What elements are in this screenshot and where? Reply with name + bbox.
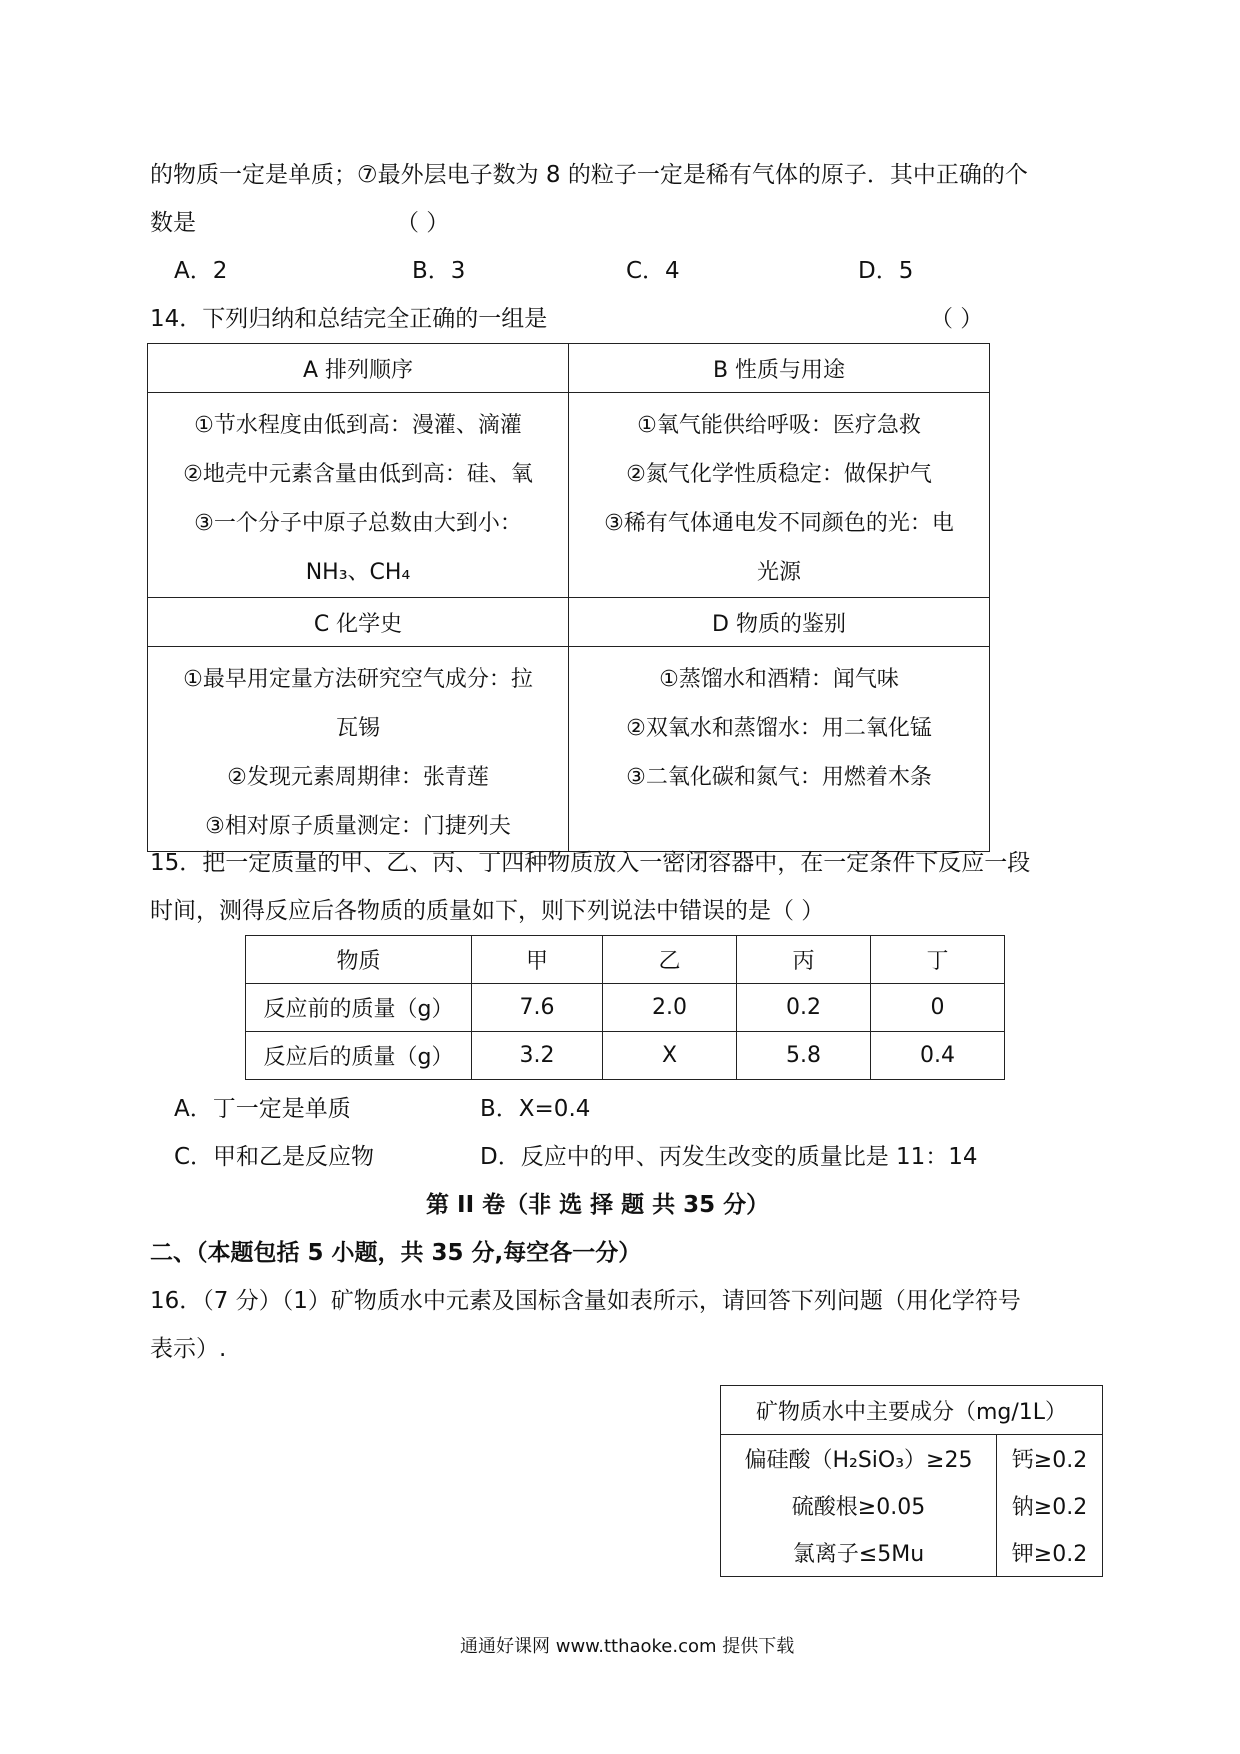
- q16-mineral-table: [720, 1385, 1103, 1577]
- q15-cell: 反应后的质量（g）: [246, 1032, 472, 1080]
- q13-option-d: D．5: [858, 258, 914, 284]
- q14-d-header: D 物质的鉴别: [569, 598, 990, 647]
- q13-line2: 数是: [150, 210, 196, 236]
- q15-header-cell: 物质: [246, 936, 472, 984]
- q15-cell: 反应前的质量（g）: [246, 984, 472, 1032]
- q16-cell: 钾≥0.2: [997, 1529, 1103, 1577]
- q15-table: [245, 935, 1005, 1080]
- q14-d-item: ①蒸馏水和酒精：闻气味: [659, 667, 899, 692]
- q14-d-cell: [569, 647, 990, 852]
- q15-header-cell: 乙: [603, 936, 737, 984]
- q13-option-c: C．4: [626, 258, 680, 284]
- q15-option-a: A．丁一定是单质: [174, 1096, 351, 1122]
- q14-b-header: B 性质与用途: [569, 344, 990, 393]
- q14-a-header: A 排列顺序: [148, 344, 569, 393]
- q16-stem-line2: 表示）.: [150, 1336, 227, 1362]
- q14-a-item: NH₃、CH₄: [305, 560, 411, 585]
- q16-cell: 氯离子≤5Mu: [721, 1529, 997, 1577]
- q14-a-item: ③一个分子中原子总数由大到小：: [194, 511, 522, 536]
- q16-table-title: 矿物质水中主要成分（mg/1L）: [721, 1386, 1103, 1435]
- q14-a-cell: [148, 393, 569, 598]
- q15-stem-line2: 时间，测得反应后各物质的质量如下，则下列说法中错误的是（ ）: [150, 898, 825, 924]
- q14-d-item: ②双氧水和蒸馏水：用二氧化锰: [626, 716, 932, 741]
- q14-b-cell: [569, 393, 990, 598]
- q14-b-item: 光源: [756, 560, 801, 585]
- q14-a-item: ①节水程度由低到高：漫灌、滴灌: [194, 413, 522, 438]
- q15-option-c: C．甲和乙是反应物: [174, 1144, 375, 1170]
- q14-c-item: ①最早用定量方法研究空气成分：拉: [183, 667, 533, 692]
- q16-cell: 偏硅酸（H₂SiO₃）≥25: [721, 1435, 997, 1483]
- q14-c-cell: [148, 647, 569, 852]
- q15-cell: X: [603, 1032, 737, 1080]
- q15-stem-line1: 15．把一定质量的甲、乙、丙、丁四种物质放入一密闭容器中，在一定条件下反应一段: [150, 850, 1031, 876]
- q14-stem: 14．下列归纳和总结完全正确的一组是: [150, 306, 548, 332]
- q16-cell: 钠≥0.2: [997, 1482, 1103, 1529]
- q15-option-d: D．反应中的甲、丙发生改变的质量比是 11：14: [480, 1144, 978, 1170]
- q14-c-item: 瓦锡: [335, 716, 380, 741]
- q14-c-header: C 化学史: [148, 598, 569, 647]
- section2-title: 第 II 卷（非 选 择 题 共 35 分）: [426, 1192, 770, 1218]
- q13-option-a: A．2: [174, 258, 228, 284]
- q15-cell: 2.0: [603, 984, 737, 1032]
- q15-cell: 0: [871, 984, 1005, 1032]
- q14-c-item: ③相对原子质量测定：门捷列夫: [205, 814, 511, 839]
- q14-b-item: ①氧气能供给呼吸：医疗急救: [637, 413, 921, 438]
- q14-d-item: ③二氧化碳和氮气：用燃着木条: [626, 765, 932, 790]
- section2-part-heading: 二、（本题包括 5 小题，共 35 分,每空各一分）: [150, 1240, 642, 1266]
- q13-line1: 的物质一定是单质；⑦最外层电子数为 8 的粒子一定是稀有气体的原子．其中正确的个: [150, 162, 1028, 188]
- q13-option-b: B．3: [412, 258, 466, 284]
- q15-cell: 3.2: [472, 1032, 603, 1080]
- page-footer: 通通好课网 www.tthaoke.com 提供下载: [460, 1636, 795, 1657]
- q14-a-item: ②地壳中元素含量由低到高：硅、氧: [183, 462, 533, 487]
- q15-header-cell: 丁: [871, 936, 1005, 984]
- q15-header-cell: 甲: [472, 936, 603, 984]
- q15-cell: 5.8: [737, 1032, 871, 1080]
- q14-b-item: ③稀有气体通电发不同颜色的光：电: [604, 511, 954, 536]
- q14-answer-paren: （ ）: [930, 306, 984, 332]
- q15-cell: 7.6: [472, 984, 603, 1032]
- q14-b-item: ②氮气化学性质稳定：做保护气: [626, 462, 932, 487]
- q15-option-b: B．X=0.4: [480, 1096, 591, 1122]
- q13-answer-paren: （ ）: [396, 210, 450, 236]
- q14-table: [147, 343, 990, 852]
- q16-cell: 钙≥0.2: [997, 1435, 1103, 1483]
- q15-cell: 0.4: [871, 1032, 1005, 1080]
- q16-stem-line1: 16．（7 分）（1）矿物质水中元素及国标含量如表所示，请回答下列问题（用化学符号: [150, 1288, 1021, 1314]
- q15-cell: 0.2: [737, 984, 871, 1032]
- q16-cell: 硫酸根≥0.05: [721, 1482, 997, 1529]
- q15-header-cell: 丙: [737, 936, 871, 984]
- q14-c-item: ②发现元素周期律：张青莲: [227, 765, 489, 790]
